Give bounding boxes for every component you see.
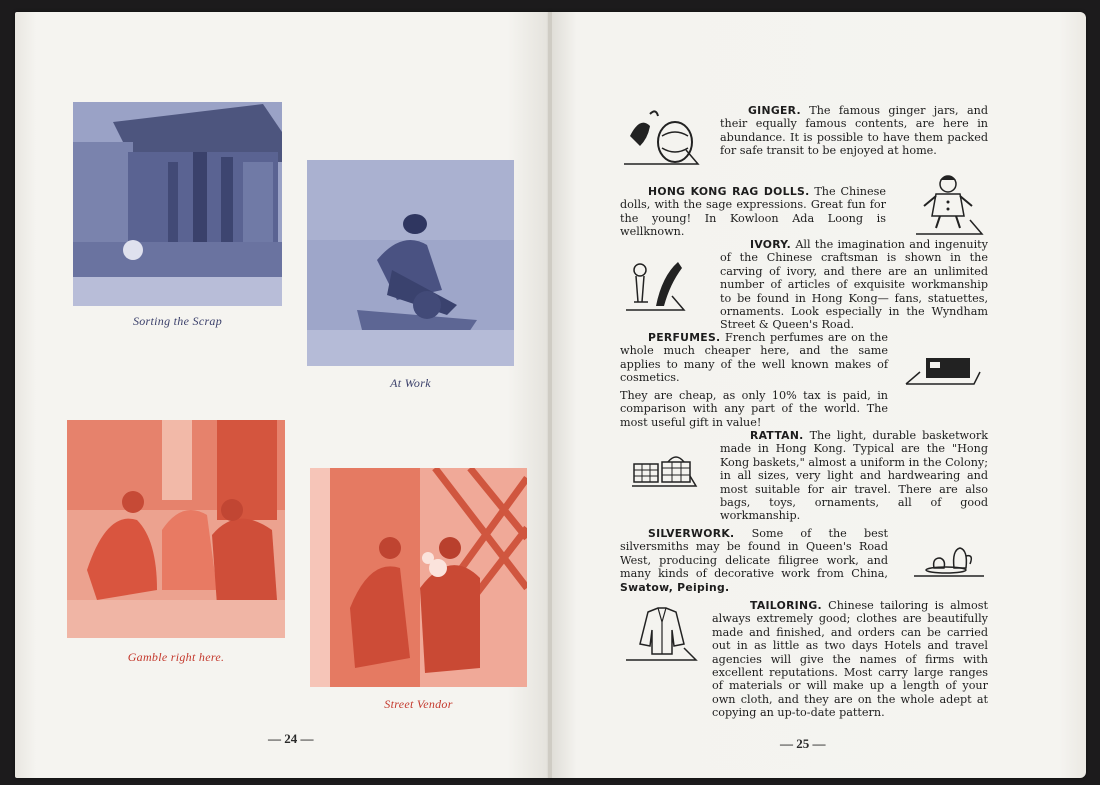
ginger-jar-icon (620, 106, 702, 170)
entry-ivory (720, 238, 988, 332)
entry-body: Chinese tailoring is almost always extremely good; clothes are beautifully made and finished, and orders can be carried out in as little as two days Hotels and travel agencies will give the names of firms with excellent reputations. Most carry large ranges of materials or will make up a length of your own cloth, and they are on the whole adept at copying an up-to-date pattern. (712, 599, 988, 720)
photo-street-vendor (310, 468, 527, 687)
rag-doll-icon (912, 172, 986, 238)
entry-body: The light, durable basketwork made in Hong Kong. Typical are the "Hong Kong baskets," almost a uniform in the Colony; in all sizes, very light and hardwearing and most suitable for air travel. There are also bags, toys, ornaments, all of good workmanship. (720, 429, 988, 523)
entry-silverwork (620, 527, 888, 594)
entry-rattan (720, 429, 988, 523)
silver-teapot-icon (912, 538, 986, 580)
tailored-jacket-icon (622, 604, 702, 664)
page-number-24: — 24 — (268, 731, 314, 746)
entry-body: The Chinese dolls, with the sage expressions. Great fun for the young! In Kowloon Ada Loong is wellknown. (620, 185, 886, 239)
entry-perfumes-note: They are cheap, as only 10% tax is paid, in comparison with any part of the world. The most useful gift in value! (620, 389, 888, 429)
entry-perfumes (620, 331, 888, 385)
entry-rag-dolls (620, 185, 886, 239)
caption-sorting-scrap: Sorting the Scrap (132, 314, 223, 328)
entry-heading: PERFUMES. (648, 331, 721, 344)
caption-at-work: At Work (390, 376, 431, 390)
caption-street-vendor: Street Vendor (384, 697, 453, 711)
entry-body: French perfumes are on the whole much cheaper here, and the same applies to many of the well known makes of cosmetics. (620, 331, 888, 385)
photo-at-work (307, 160, 514, 366)
entry-heading: RATTAN. (750, 429, 804, 442)
entry-body: Some of the best silversmiths may be found in Queen's Road West, producing delicate filigree work, and many kinds of decorative work from China, (620, 527, 888, 581)
entry-heading: SILVERWORK. (648, 527, 735, 540)
entry-heading: TAILORING. (750, 599, 822, 612)
entry-heading: HONG KONG RAG DOLLS. (648, 185, 810, 198)
caption-gamble: Gamble right here. (127, 650, 225, 664)
entry-heading: IVORY. (750, 238, 792, 251)
entry-body: The famous ginger jars, and their equally famous contents, are here in abundance. It is possible to have them packed for safe transit to be enjoyed at home. (720, 104, 988, 158)
photo-gamble (67, 420, 285, 638)
photo-sorting-scrap (73, 102, 282, 306)
entry-bold-tail: Swatow, Peiping. (620, 580, 730, 594)
entry-tailoring (712, 599, 988, 720)
entry-body: All the imagination and ingenuity of the Chinese craftsman is shown in the carving of ivory, and there are an unlimited number of articles of exquisite workmanship to be found in Hong Kong— fans, statuettes, ornaments. Look especially in the Wyndham Street & Queen's Road. (720, 238, 988, 332)
entry-ginger (720, 104, 988, 158)
rattan-basket-icon (628, 448, 700, 490)
ivory-carving-icon (622, 256, 690, 314)
perfume-box-icon (902, 352, 982, 388)
book-spine (548, 12, 552, 778)
entry-heading: GINGER. (748, 104, 801, 117)
page-number-25: — 25 — (780, 736, 826, 751)
